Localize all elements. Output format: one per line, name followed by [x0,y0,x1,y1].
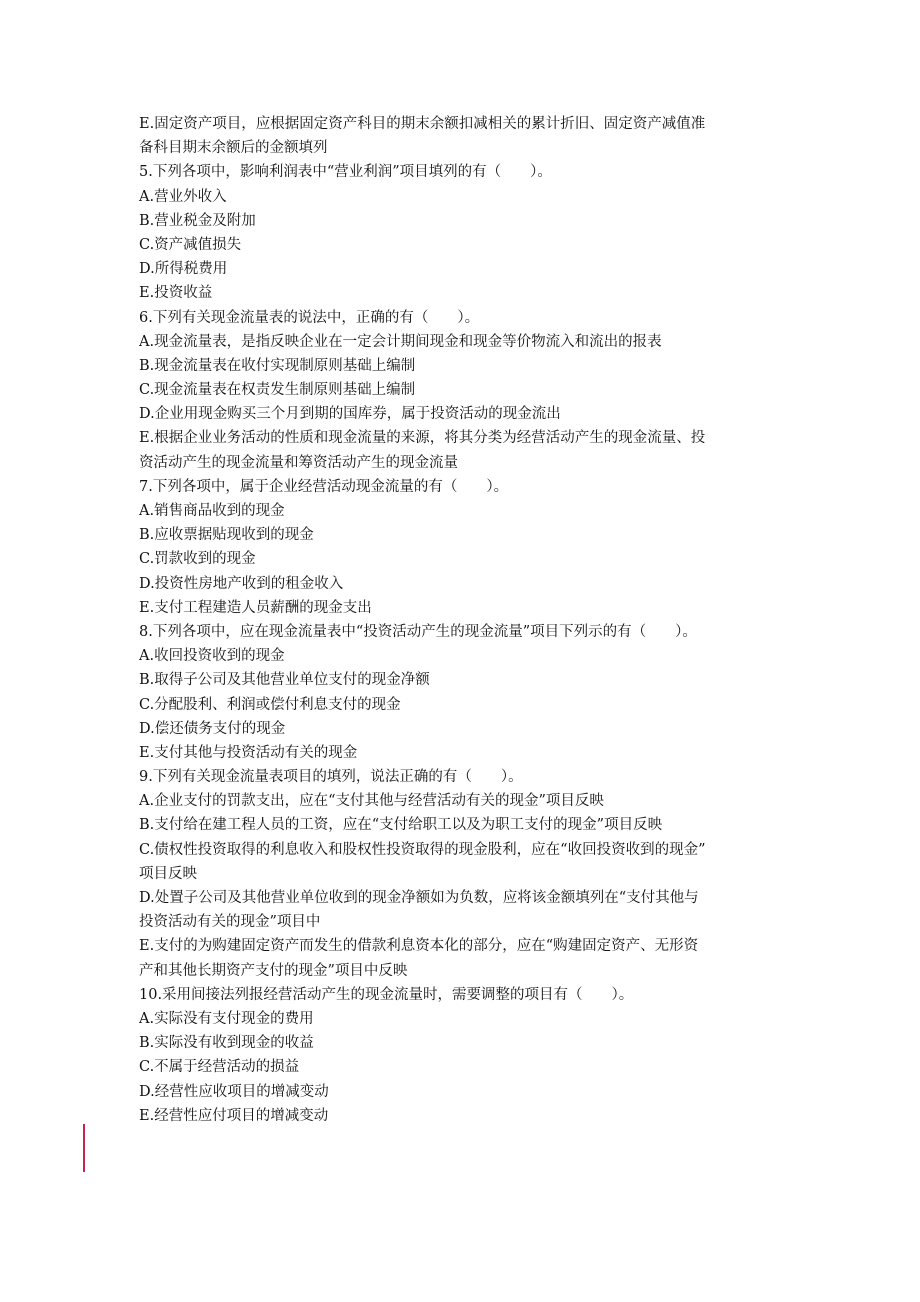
option-d: D.经营性应收项目的增减变动 [139,1083,329,1100]
question-10: 10.采用间接法列报经营活动产生的现金流量时，需要调整的项目有（ ）。 [139,986,634,1003]
option-d: D.企业用现金购买三个月到期的国库券，属于投资活动的现金流出 [139,406,561,423]
text-line: E.固定资产项目，应根据固定资产科目的期末余额扣减相关的累计折旧、固定资产减值准 [139,116,706,132]
option-a: A.收回投资收到的现金 [139,648,285,665]
question-6: 6.下列有关现金流量表的说法中，正确的有（ ）。 [139,309,480,326]
option-c: C.现金流量表在权责发生制原则基础上编制 [139,382,416,399]
question-8: 8.下列各项中，应在现金流量表中“投资活动产生的现金流量”项目下列示的有（ ）。 [139,623,697,640]
text-line: 资活动产生的现金流量和筹资活动产生的现金流量 [139,454,458,471]
text-line: 投资活动有关的现金”项目中 [139,914,321,931]
option-e: E.投资收益 [139,285,213,302]
option-c: C.资产减值损失 [139,236,242,253]
text-line: 项目反映 [139,865,197,882]
option-c: C.分配股利、利润或偿付利息支付的现金 [139,696,401,713]
question-7: 7.下列各项中，属于企业经营活动现金流量的有（ ）。 [139,478,509,495]
option-b: B.营业税金及附加 [139,212,256,229]
option-c: C.罚款收到的现金 [139,551,256,568]
option-d: D.偿还债务支付的现金 [139,720,286,737]
option-c: C.债权性投资取得的利息收入和股权性投资取得的现金股利，应在“收回投资收到的现金” [139,841,706,858]
option-a: A.实际没有支付现金的费用 [139,1010,314,1027]
question-5: 5.下列各项中，影响利润表中“营业利润”项目填列的有（ ）。 [139,164,552,181]
option-e: E.支付其他与投资活动有关的现金 [139,744,358,761]
option-c: C.不属于经营活动的损益 [139,1059,300,1076]
option-e: E.支付的为购建固定资产而发生的借款利息资本化的部分，应在“购建固定资产、无形资 [139,938,699,955]
option-b: B.应收票据贴现收到的现金 [139,527,314,544]
option-b: B.支付给在建工程人员的工资，应在“支付给职工以及为职工支付的现金”项目反映 [139,817,663,834]
option-a: A.现金流量表，是指反映企业在一定会计期间现金和现金等价物流入和流出的报表 [139,333,662,350]
option-a: A.营业外收入 [139,188,227,205]
option-b: B.现金流量表在收付实现制原则基础上编制 [139,357,416,374]
option-e: E.经营性应付项目的增减变动 [139,1107,329,1124]
margin-bar [83,1124,85,1172]
option-d: D.投资性房地产收到的租金收入 [139,575,344,592]
option-e: E.支付工程建造人员薪酬的现金支出 [139,599,372,616]
option-e: E.根据企业业务活动的性质和现金流量的来源，将其分类为经营活动产生的现金流量、投 [139,430,706,447]
option-b: B.取得子公司及其他营业单位支付的现金净额 [139,672,430,689]
option-d: D.所得税费用 [139,261,228,278]
option-a: A.销售商品收到的现金 [139,503,285,519]
document-body [139,112,789,1128]
option-a: A.企业支付的罚款支出，应在“支付其他与经营活动有关的现金”项目反映 [139,793,604,810]
text-line: 备科目期末余额后的金额填列 [139,140,328,157]
text-line: 产和其他长期资产支付的现金”项目中反映 [139,962,408,979]
option-d: D.处置子公司及其他营业单位收到的现金净额如为负数，应将该金额填列在“支付其他与 [139,890,699,906]
option-b: B.实际没有收到现金的收益 [139,1035,314,1052]
question-9: 9.下列有关现金流量表项目的填列，说法正确的有（ ）。 [139,769,523,786]
